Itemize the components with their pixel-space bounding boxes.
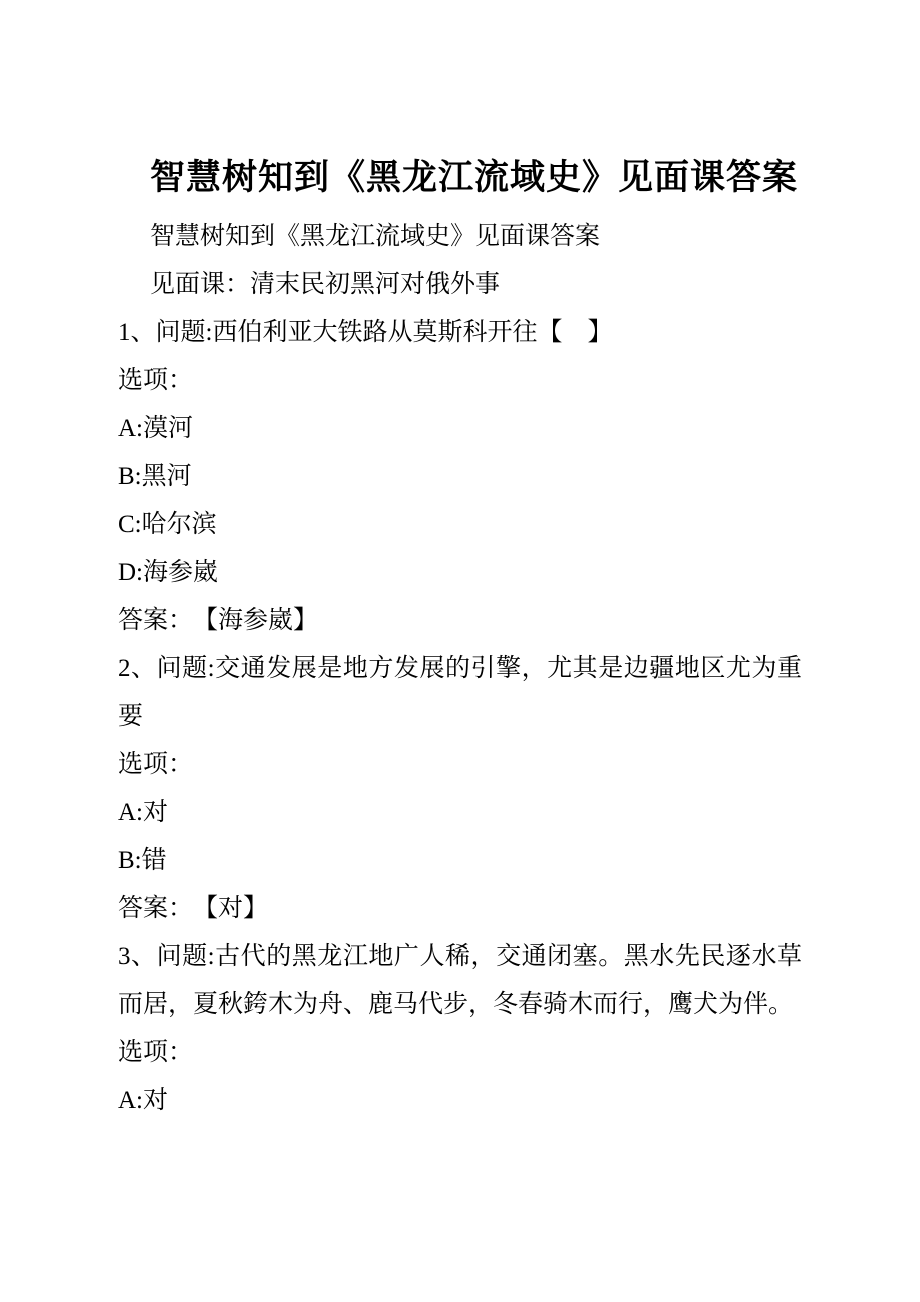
question-1-option-b: B:黑河 (118, 463, 192, 490)
question-block-3 (118, 933, 802, 1125)
intro-line-course: 智慧树知到《黑龙江流域史》见面课答案 (150, 223, 601, 250)
question-1-options-label: 选项： (118, 367, 194, 394)
question-1-answer: 答案： 【海参崴】 (118, 607, 319, 634)
intro-line-session: 见面课：清末民初黑河对俄外事 (150, 271, 501, 298)
question-1-option-a: A:漠河 (118, 415, 194, 442)
question-block-1 (118, 309, 802, 645)
question-2-option-b: B:错 (118, 847, 167, 874)
question-block-2 (118, 645, 802, 933)
question-2-options-label: 选项： (118, 751, 194, 778)
question-2-answer: 答案： 【对】 (118, 895, 269, 922)
question-1-option-c: C:哈尔滨 (118, 511, 217, 538)
question-1-option-d: D:海参崴 (118, 559, 219, 586)
page-title: 智慧树知到《黑龙江流域史》见面课答案 (150, 158, 799, 197)
question-3-text-line-1: 3、问题:古代的黑龙江地广人稀，交通闭塞。黑水先民逐水草 (118, 943, 802, 970)
question-1-text: 1、问题:西伯利亚大铁路从莫斯科开往【 】 (118, 319, 613, 346)
question-3-options-label: 选项： (118, 1039, 194, 1066)
question-3-text-line-2: 而居，夏秋銙木为舟、鹿马代步，冬春骑木而行，鹰犬为伴。 (118, 991, 794, 1018)
question-3-option-a: A:对 (118, 1087, 169, 1114)
question-2-text-line-1: 2、问题:交通发展是地方发展的引擎，尤其是边疆地区尤为重 (118, 655, 802, 682)
question-2-option-a: A:对 (118, 799, 169, 826)
question-2-text-line-2: 要 (118, 703, 144, 730)
